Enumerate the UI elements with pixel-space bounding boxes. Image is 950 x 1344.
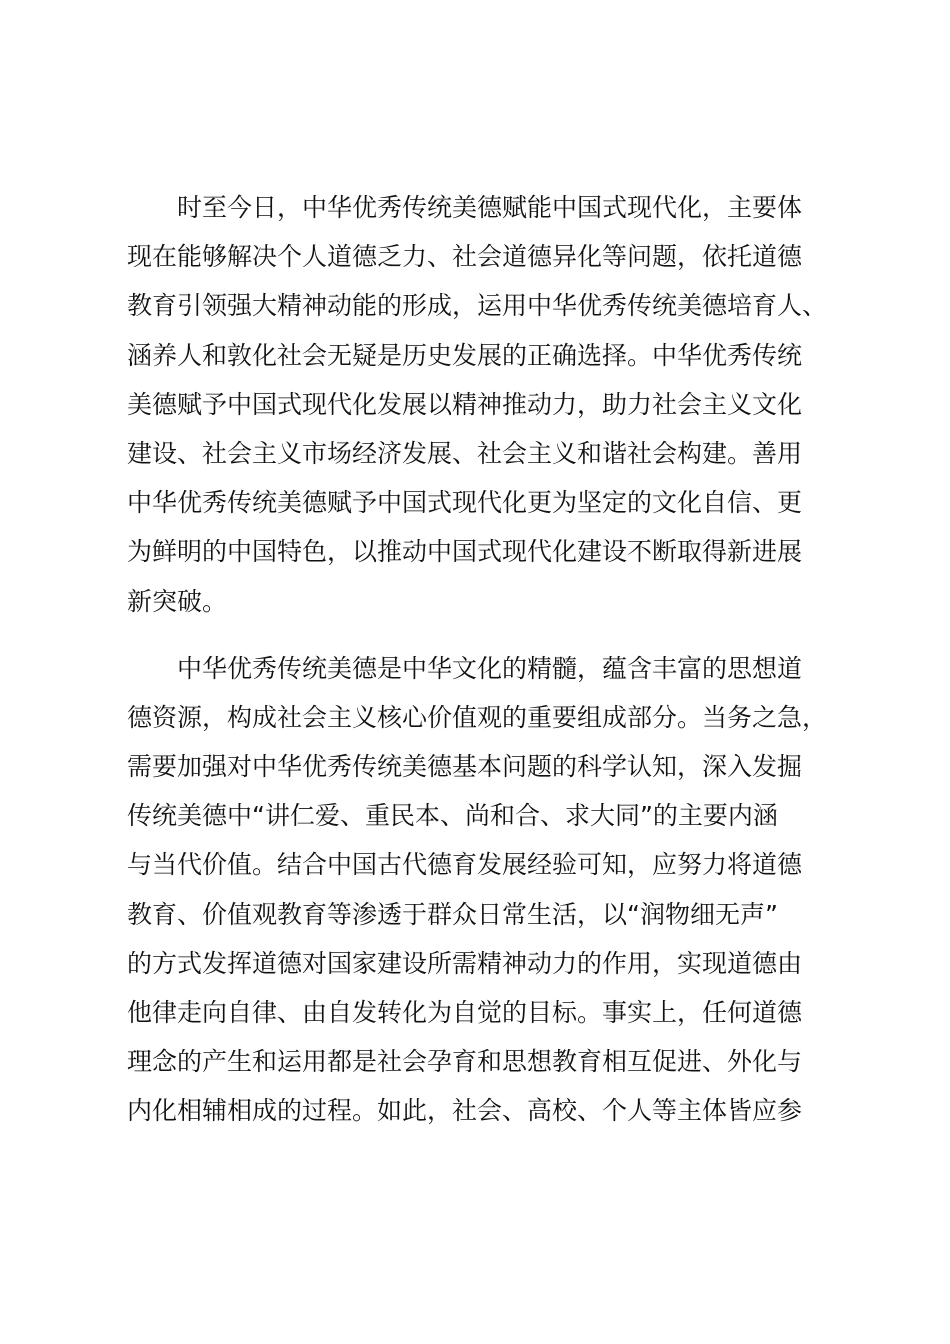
- text-line: 中华优秀传统美德是中华文化的精髓，蕴含丰富的思想道: [127, 653, 803, 683]
- text-line: 传统美德中“讲仁爱、重民本、尚和合、求大同”的主要内涵: [127, 801, 778, 831]
- paragraph-spacer: [127, 626, 837, 644]
- text-line: 内化相辅相成的过程。如此，社会、高校、个人等主体皆应参: [127, 1096, 803, 1126]
- paragraph-2: [127, 644, 837, 1136]
- text-line: 美德赋予中国式现代化发展以精神推动力，助力社会主义文化: [127, 389, 803, 419]
- text-line: 需要加强对中华优秀传统美德基本问题的科学认知，深入发掘: [127, 752, 803, 782]
- body-text: [127, 183, 837, 1136]
- text-line: 中华优秀传统美德赋予中国式现代化更为坚定的文化自信、更: [127, 488, 803, 518]
- text-line: 新突破。: [127, 586, 228, 616]
- paragraph-1: [127, 183, 837, 626]
- text-line: 理念的产生和运用都是社会孕育和思想教育相互促进、外化与: [127, 1047, 803, 1077]
- text-line: 现在能够解决个人道德乏力、社会道德异化等问题，依托道德: [127, 242, 803, 272]
- text-line: 涵养人和敦化社会无疑是历史发展的正确选择。中华优秀传统: [127, 340, 803, 370]
- text-line: 德资源，构成社会主义核心价值观的重要组成部分。当务之急，: [127, 702, 828, 732]
- text-line: 建设、社会主义市场经济发展、社会主义和谐社会构建。善用: [127, 438, 803, 468]
- text-line: 的方式发挥道德对国家建设所需精神动力的作用，实现道德由: [127, 948, 803, 978]
- text-line: 时至今日，中华优秀传统美德赋能中国式现代化，主要体: [127, 193, 803, 222]
- text-line: 教育引领强大精神动能的形成，运用中华优秀传统美德培育人、: [127, 291, 828, 321]
- text-line: 他律走向自律、由自发转化为自觉的目标。事实上，任何道德: [127, 998, 803, 1027]
- text-line: 为鲜明的中国特色，以推动中国式现代化建设不断取得新进展: [127, 537, 803, 567]
- text-line: 教育、价值观教育等渗透于群众日常生活，以“润物细无声”: [127, 899, 778, 929]
- text-line: 与当代价值。结合中国古代德育发展经验可知，应努力将道德: [127, 850, 803, 880]
